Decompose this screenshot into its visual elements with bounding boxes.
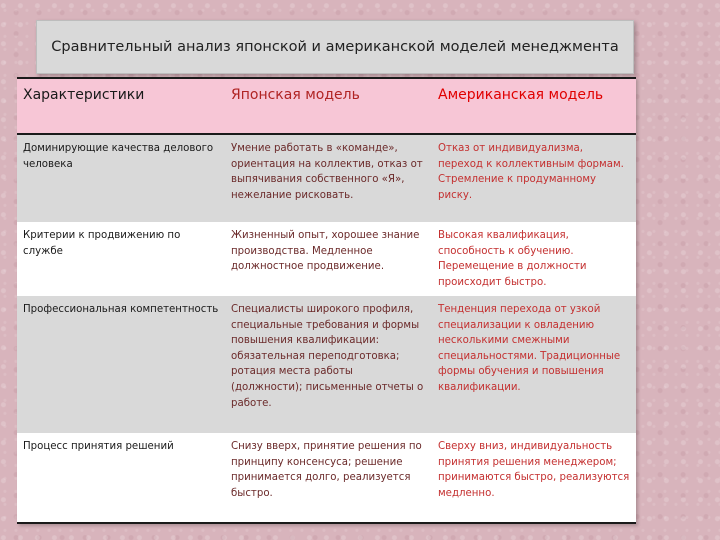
slide-title: Сравнительный анализ японской и американской моделей менеджмента bbox=[36, 20, 634, 74]
cell-american: Высокая квалификация, способность к обучению. Перемещение в должности происходит быстро. bbox=[438, 230, 587, 288]
table-header-row bbox=[17, 78, 636, 134]
cell-characteristic: Доминирующие качества делового человека bbox=[23, 143, 214, 170]
cell-characteristic: Процесс принятия решений bbox=[23, 441, 174, 452]
cell-american: Тенденция перехода от узкой специализации к овладению несколькими смежными специальностями. Традиционные формы обучения и повышения квалификации. bbox=[438, 304, 621, 393]
cell-american: Отказ от индивидуализма, переход к коллективным формам. Стремление к продуманному риску. bbox=[438, 143, 624, 201]
header-characteristics: Характеристики bbox=[23, 87, 145, 103]
comparison-table bbox=[17, 77, 636, 524]
header-american-model: Американская модель bbox=[438, 87, 604, 103]
cell-characteristic: Профессиональная компетентность bbox=[23, 304, 219, 315]
table-row bbox=[17, 134, 636, 222]
cell-japanese: Снизу вверх, принятие решения по принципу консенсуса; решение принимается долго, реализуется быстро. bbox=[231, 441, 422, 499]
cell-japanese: Умение работать в «команде», ориентация на коллектив, отказ от выпячивания собственного «Я», нежелание рисковать. bbox=[231, 143, 423, 201]
header-japanese-model: Японская модель bbox=[231, 87, 360, 103]
cell-american: Сверху вниз, индивидуальность принятия решения менеджером; принимаются быстро, реализуются медленно. bbox=[438, 441, 630, 499]
table-row bbox=[17, 222, 636, 296]
cell-characteristic: Критерии к продвижению по службе bbox=[23, 230, 181, 257]
cell-japanese: Жизненный опыт, хорошее знание производства. Медленное должностное продвижение. bbox=[231, 230, 420, 273]
table-row bbox=[17, 433, 636, 523]
table-row bbox=[17, 296, 636, 433]
cell-japanese: Специалисты широкого профиля, специальные требования и формы повышения квалификации: обязательная переподготовка; ротация места работы (должности); письменные отчеты о работе. bbox=[231, 304, 424, 409]
